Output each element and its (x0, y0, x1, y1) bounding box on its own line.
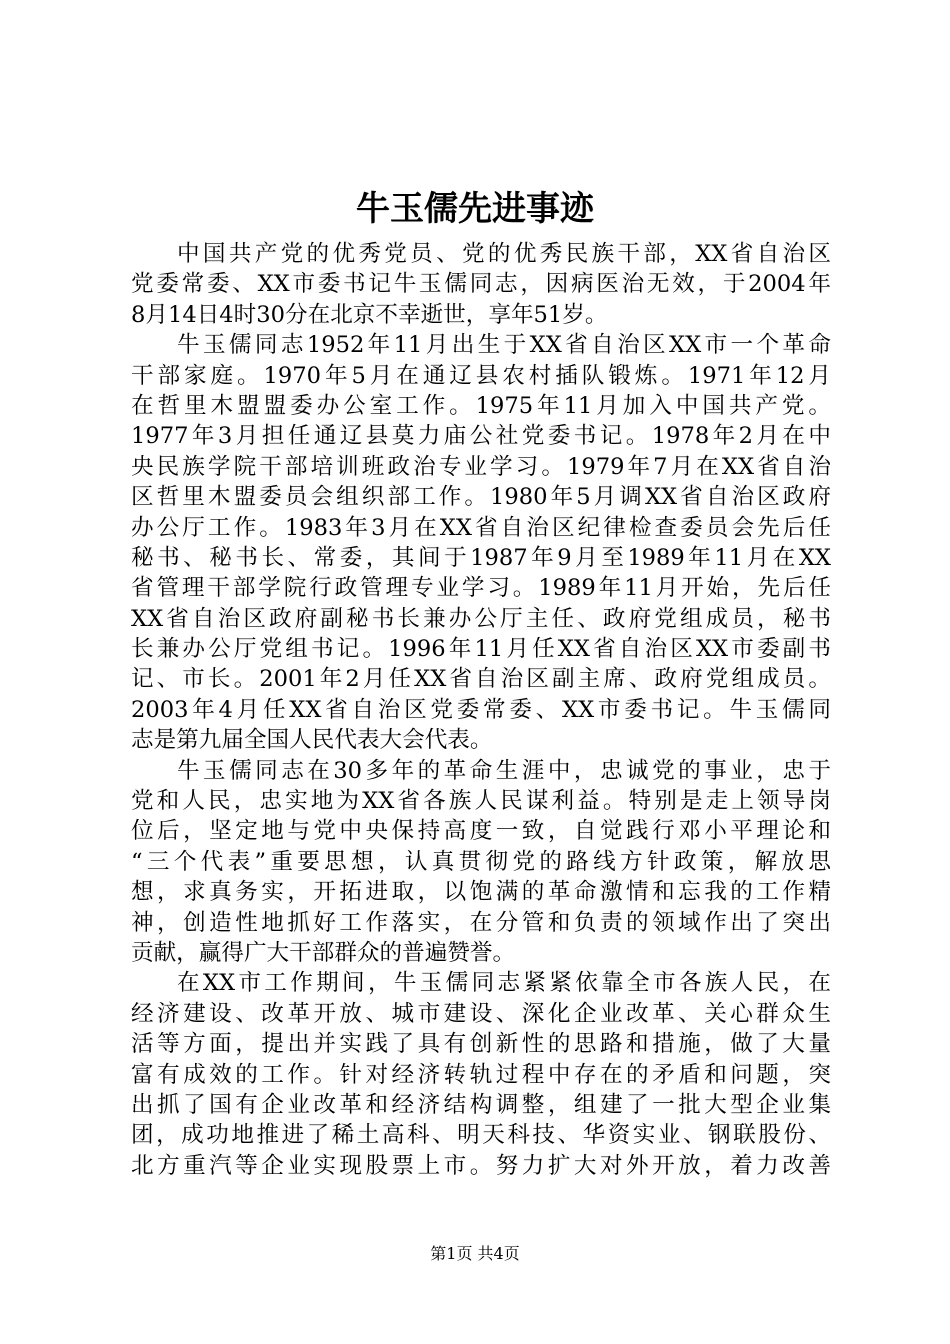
text-line: 活等方面，提出并实践了具有创新性的思路和措施，做了大量 (131, 1031, 831, 1058)
text-line: 8月14日4时30分在北京不幸逝世，享年51岁。 (131, 301, 608, 328)
text-line: 干部家庭。1970年5月在通辽县农村插队锻炼。1971年12月 (131, 362, 831, 389)
text-line: 位后，坚定地与党中央保持高度一致，自觉践行邓小平理论和 (131, 818, 831, 845)
text-line: 记、市长。2001年2月任XX省自治区副主席、政府党组成员。 (131, 666, 831, 693)
text-line: 区哲里木盟委员会组织部工作。1980年5月调XX省自治区政府 (131, 484, 831, 511)
text-line: 办公厅工作。1983年3月在XX省自治区纪律检查委员会先后任 (131, 514, 831, 541)
text-line: 省管理干部学院行政管理专业学习。1989年11月开始，先后任 (131, 575, 831, 602)
text-line: 贡献，赢得广大干部群众的普遍赞誉。 (131, 939, 516, 966)
text-line: 2003年4月任XX省自治区党委常委、XX市委书记。牛玉儒同 (131, 696, 831, 723)
text-line: 秘书、秘书长、常委，其间于1987年9月至1989年11月在XX (131, 544, 831, 571)
text-line: 北方重汽等企业实现股票上市。努力扩大对外开放，着力改善 (131, 1152, 831, 1179)
text-line: 中国共产党的优秀党员、党的优秀民族干部，XX省自治区 (177, 241, 831, 267)
text-line: 1977年3月担任通辽县莫力庙公社党委书记。1978年2月在中 (131, 423, 831, 450)
text-line: 出抓了国有企业改革和经济结构调整，组建了一批大型企业集 (131, 1091, 831, 1118)
document-title: 牛玉儒先进事迹 (356, 189, 594, 229)
text-line: 党和人民，忠实地为XX省各族人民谋利益。特别是走上领导岗 (131, 788, 831, 815)
text-line: “三个代表”重要思想，认真贯彻党的路线方针政策，解放思 (131, 848, 831, 875)
page-footer: 第1页 共4页 (430, 1244, 520, 1263)
text-line: XX省自治区政府副秘书长兼办公厅主任、政府党组成员，秘书 (131, 605, 831, 632)
text-line: 在XX市工作期间，牛玉儒同志紧紧依靠全市各族人民，在 (177, 970, 831, 997)
text-line: 在哲里木盟盟委办公室工作。1975年11月加入中国共产党。 (131, 392, 831, 419)
text-line: 神，创造性地抓好工作落实，在分管和负责的领域作出了突出 (131, 909, 831, 936)
text-line: 志是第九届全国人民代表大会代表。 (131, 727, 493, 754)
text-line: 牛玉儒同志在30多年的革命生涯中，忠诚党的事业，忠于 (177, 757, 831, 784)
text-line: 团，成功地推进了稀土高科、明天科技、华资实业、钢联股份、 (131, 1122, 831, 1149)
text-line: 长兼办公厅党组书记。1996年11月任XX省自治区XX市委副书 (131, 636, 831, 663)
text-line: 央民族学院干部培训班政治专业学习。1979年7月在XX省自治 (131, 453, 831, 480)
document-body (131, 239, 831, 1181)
text-line: 牛玉儒同志1952年11月出生于XX省自治区XX市一个革命 (177, 332, 831, 359)
text-line: 富有成效的工作。针对经济转轨过程中存在的矛盾和问题，突 (131, 1061, 831, 1088)
text-line: 党委常委、XX市委书记牛玉儒同志，因病医治无效，于2004年 (131, 271, 831, 298)
text-line: 想，求真务实，开拓进取，以饱满的革命激情和忘我的工作精 (131, 879, 831, 906)
text-line: 经济建设、改革开放、城市建设、深化企业改革、关心群众生 (131, 1000, 831, 1027)
